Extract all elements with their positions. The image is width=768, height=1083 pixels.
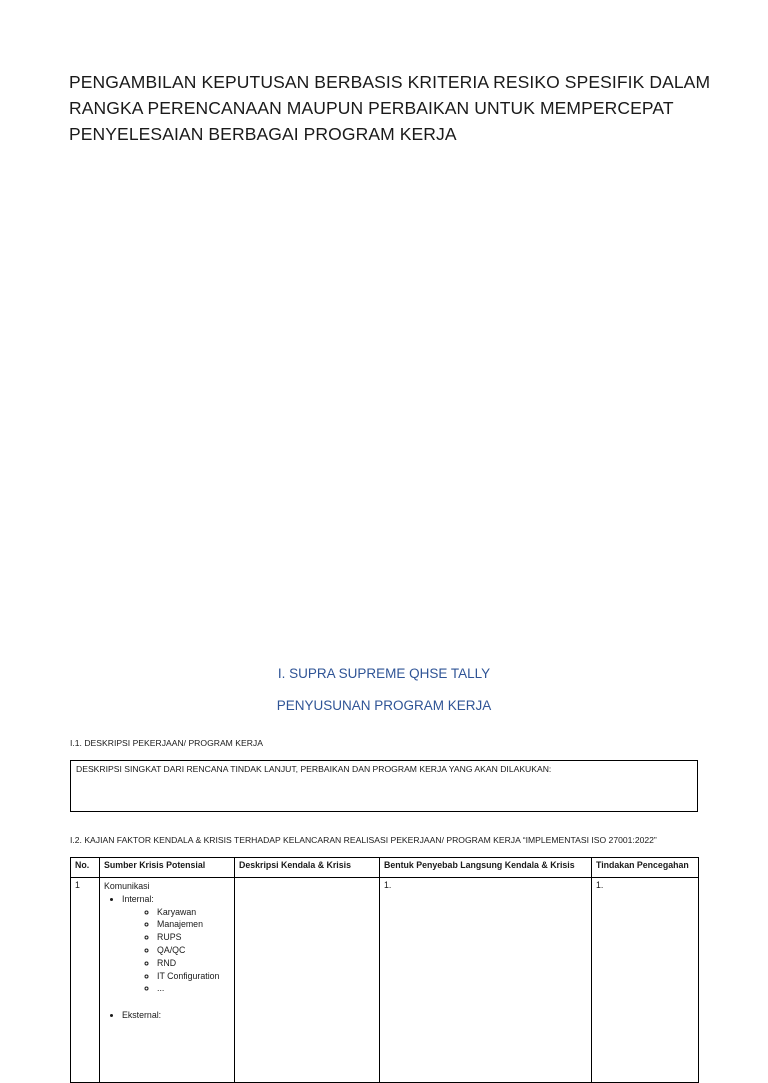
title-line: PENGAMBILAN KEPUTUSAN BERBASIS KRITERIA RESIKO SPESIFIK DALAM (69, 72, 711, 92)
subsection-label-2: I.2. KAJIAN FAKTOR KENDALA & KRISIS TERHADAP KELANCARAN REALISASI PEKERJAAN/ PROGRAM KERJA “IMPLEMENTASI ISO 27001:2022” (70, 835, 657, 845)
cell-description (235, 878, 380, 1083)
list-item: ◦ RUPS (157, 931, 230, 944)
cell-cause: 1. (380, 878, 592, 1083)
title-line: RANGKA PERENCANAAN MAUPUN PERBAIKAN UNTUK MEMPERCEPAT (69, 98, 674, 118)
list-item: ◦ QA/QC (157, 944, 230, 957)
internal-label: Internal: (122, 893, 154, 904)
table-header-row (71, 858, 699, 878)
title-line: PENYELESAIAN BERBAGAI PROGRAM KERJA (69, 124, 457, 144)
cell-no: 1 (71, 878, 100, 1083)
source-list (104, 893, 230, 1022)
subsection-label-1: I.1. DESKRIPSI PEKERJAAN/ PROGRAM KERJA (70, 738, 263, 748)
external-label: Eksternal: (122, 1010, 162, 1021)
section-subheading: PENYUSUNAN PROGRAM KERJA (276, 698, 492, 713)
description-box-text: DESKRIPSI SINGKAT DARI RENCANA TINDAK LANJUT, PERBAIKAN DAN PROGRAM KERJA YANG AKAN DILAKUKAN: (76, 764, 552, 774)
header-no: No. (71, 858, 100, 878)
list-item (122, 893, 230, 1009)
cell-prevention: 1. (592, 878, 699, 1083)
header-prevention: Tindakan Pencegahan (592, 858, 699, 878)
table-row (71, 878, 699, 1083)
risk-table (70, 857, 699, 1083)
section-heading: I. SUPRA SUPREME QHSE TALLY (277, 666, 491, 681)
list-item: ◦ IT Configuration (157, 970, 230, 983)
list-item: ◦ Karyawan (157, 906, 230, 919)
list-item (122, 1009, 230, 1022)
document-title (69, 69, 709, 147)
header-cause: Bentuk Penyebab Langsung Kendala & Krisis (380, 858, 592, 878)
header-description: Deskripsi Kendala & Krisis (235, 858, 380, 878)
header-source: Sumber Krisis Potensial (100, 858, 235, 878)
description-box (70, 760, 698, 812)
internal-list (122, 906, 230, 996)
source-title: Komunikasi (104, 881, 150, 891)
cell-source (100, 878, 235, 1083)
list-item: ◦ ... (157, 982, 230, 995)
list-item: ◦ RND (157, 957, 230, 970)
list-item: ◦ Manajemen (157, 918, 230, 931)
